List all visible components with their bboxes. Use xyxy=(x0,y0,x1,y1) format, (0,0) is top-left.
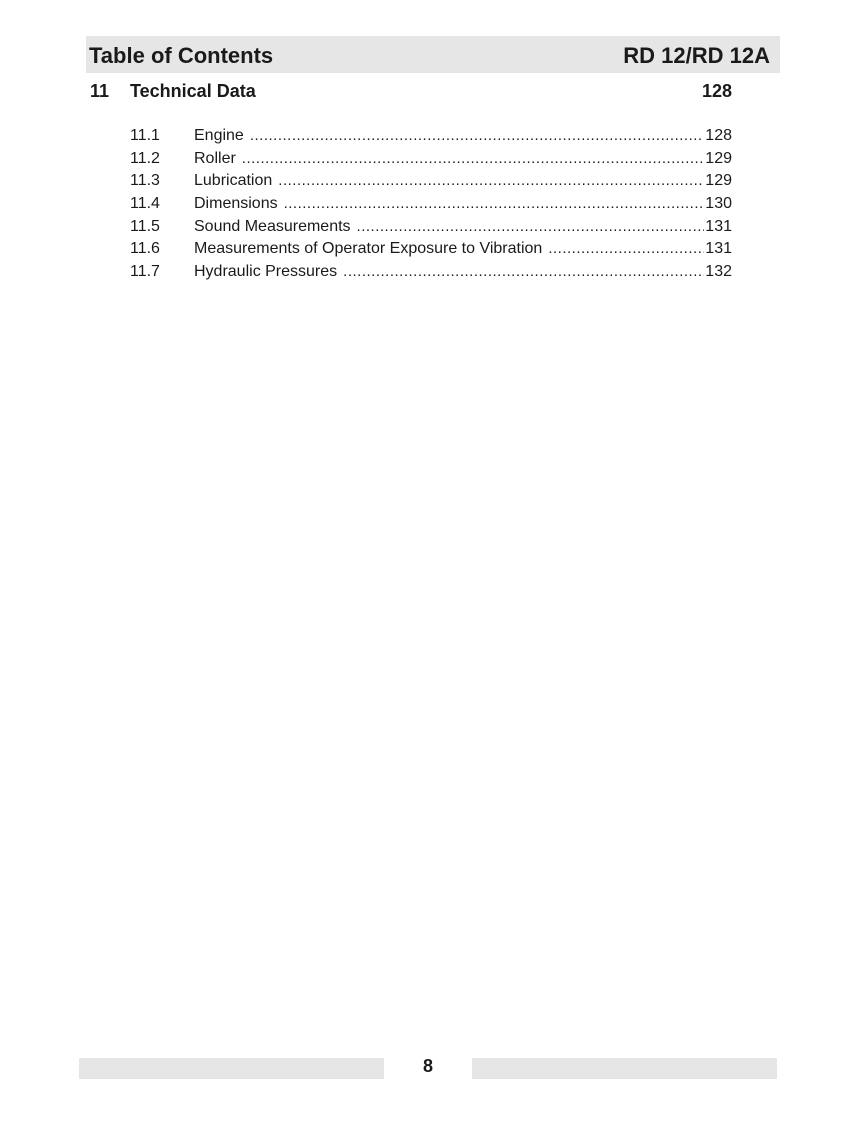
toc-entry-page: 130 xyxy=(705,195,732,213)
toc-entry[interactable] xyxy=(130,217,732,240)
toc-entry-title: Engine xyxy=(194,127,244,144)
section-page-number: 128 xyxy=(701,81,732,101)
toc-entry[interactable] xyxy=(130,194,732,217)
toc-entry-number: 11.6 xyxy=(130,240,160,258)
model-name: RD 12/RD 12A xyxy=(623,43,770,68)
section-number: 11 xyxy=(90,81,110,101)
toc-entry-page: 132 xyxy=(705,263,732,281)
toc-entry-title: Measurements of Operator Exposure to Vibration xyxy=(194,240,543,258)
toc-entry-title: Roller xyxy=(194,149,236,167)
toc-entry-number: 11.1 xyxy=(130,127,160,144)
toc-entry-number: 11.4 xyxy=(130,195,160,213)
dot-leader xyxy=(242,149,705,169)
toc-entry[interactable] xyxy=(130,239,732,262)
toc-entry-page: 128 xyxy=(705,127,732,144)
toc-list xyxy=(130,126,732,285)
toc-entry-number: 11.5 xyxy=(130,217,160,235)
header-bar xyxy=(86,36,780,73)
toc-entry-title: Hydraulic Pressures xyxy=(194,263,338,281)
dot-leader xyxy=(250,126,704,146)
toc-entry-title: Sound Measurements xyxy=(194,217,351,235)
section-title: Technical Data xyxy=(130,81,256,101)
dot-leader xyxy=(343,262,704,282)
toc-entry[interactable] xyxy=(130,126,732,149)
toc-entry[interactable] xyxy=(130,171,732,194)
toc-entry-title: Lubrication xyxy=(194,172,273,190)
toc-entry-number: 11.7 xyxy=(130,263,160,281)
dot-leader xyxy=(357,217,705,237)
footer-bar-right xyxy=(472,1058,777,1079)
toc-entry-number: 11.2 xyxy=(130,149,160,167)
toc-entry-page: 129 xyxy=(705,172,732,190)
dot-leader xyxy=(284,194,705,214)
toc-entry-page: 131 xyxy=(705,240,732,258)
toc-entry-page: 129 xyxy=(705,149,732,167)
page-title: Table of Contents xyxy=(89,43,274,68)
footer-bar-left xyxy=(79,1058,384,1079)
section-heading[interactable] xyxy=(89,80,732,104)
toc-entry-title: Dimensions xyxy=(194,195,278,213)
toc-entry-page: 131 xyxy=(705,217,732,235)
toc-entry-number: 11.3 xyxy=(130,172,160,190)
dot-leader xyxy=(278,171,704,191)
toc-entry[interactable] xyxy=(130,149,732,172)
toc-entry[interactable] xyxy=(130,262,732,285)
footer-page-number: 8 xyxy=(422,1056,433,1076)
dot-leader xyxy=(548,239,704,259)
